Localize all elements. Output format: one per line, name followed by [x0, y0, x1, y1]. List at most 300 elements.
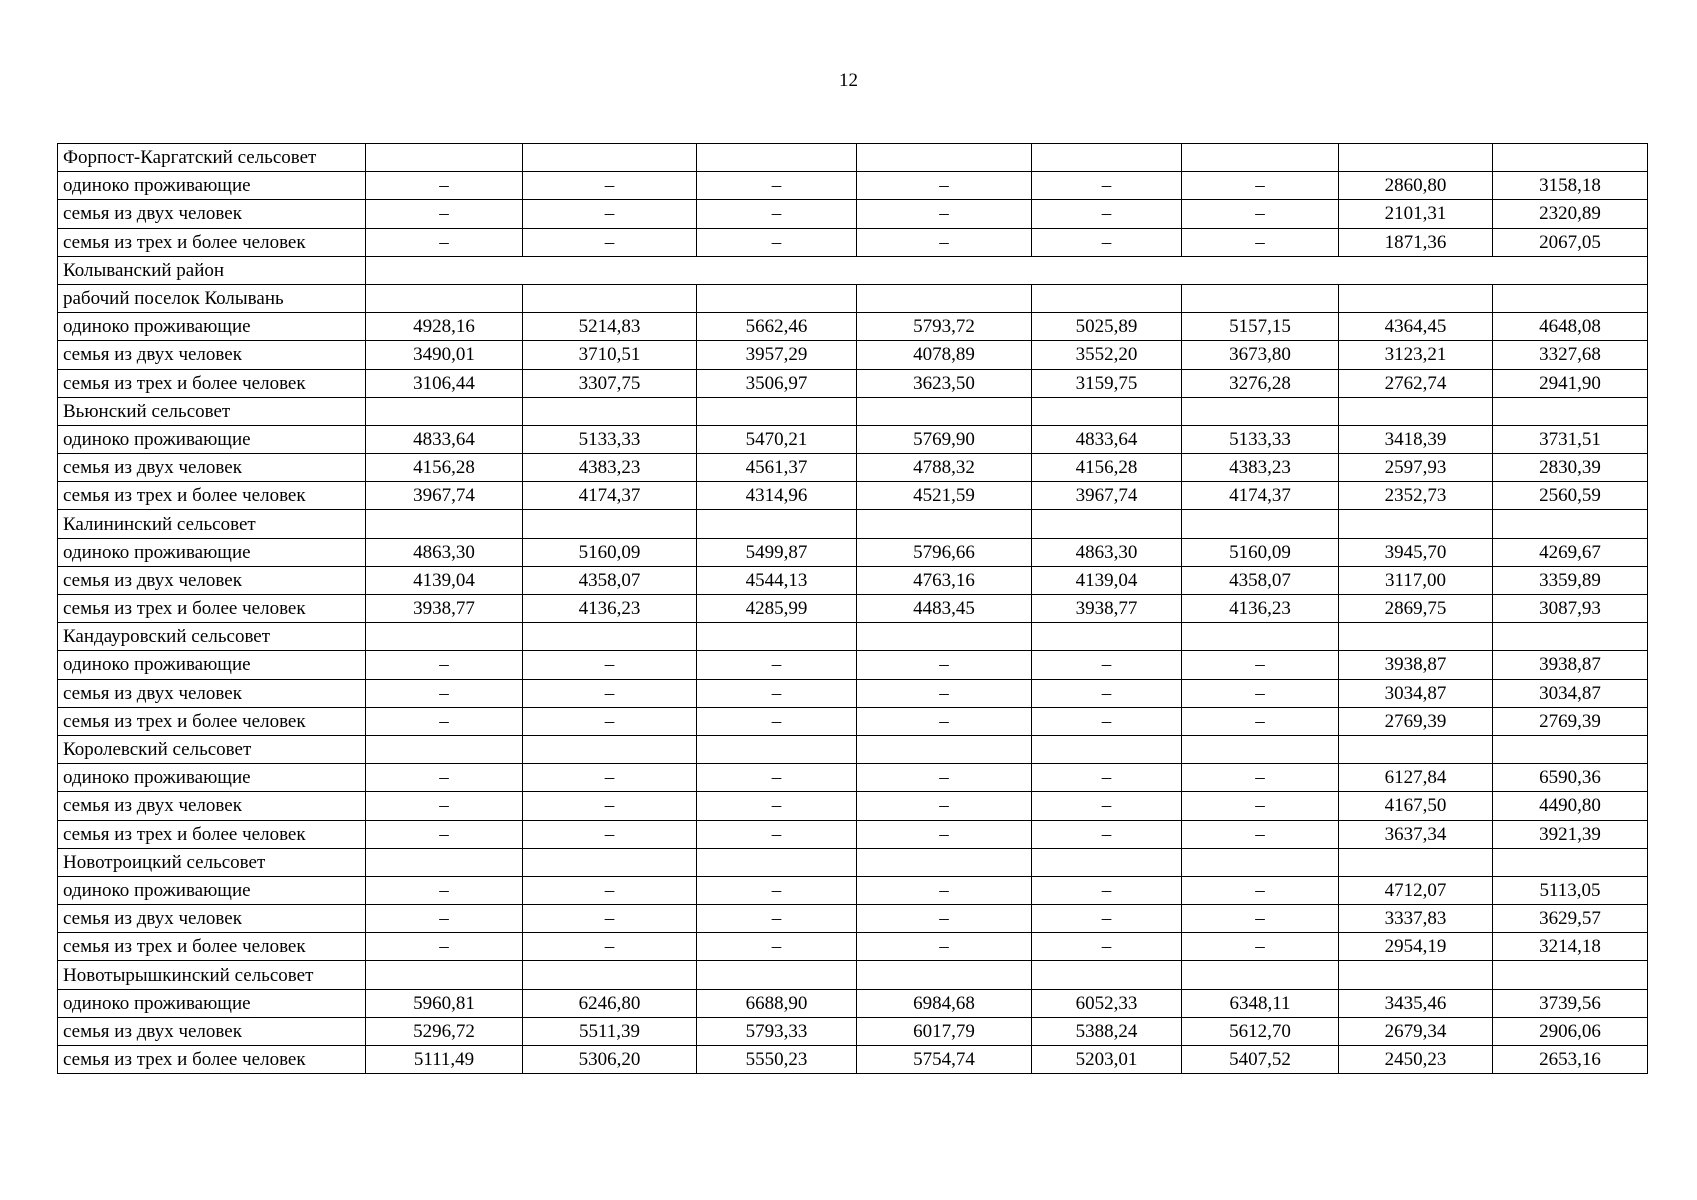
empty-cell	[857, 961, 1032, 989]
empty-cell	[1182, 848, 1339, 876]
table-row	[58, 651, 1648, 679]
empty-cell	[1032, 735, 1182, 763]
empty-cell	[1339, 397, 1493, 425]
table-row	[58, 341, 1648, 369]
value-cell: –	[366, 651, 523, 679]
value-cell: –	[857, 172, 1032, 200]
value-cell: –	[1182, 905, 1339, 933]
section-row	[58, 510, 1648, 538]
row-label: семья из трех и более человек	[58, 482, 366, 510]
value-cell: –	[1032, 933, 1182, 961]
value-cell: 3214,18	[1493, 933, 1648, 961]
value-cell: 4156,28	[1032, 454, 1182, 482]
value-cell: 4561,37	[697, 454, 857, 482]
table-row	[58, 764, 1648, 792]
value-cell: –	[697, 764, 857, 792]
row-label: одиноко проживающие	[58, 538, 366, 566]
section-label: Форпост-Каргатский сельсовет	[58, 144, 366, 172]
value-cell: 2101,31	[1339, 200, 1493, 228]
value-cell: –	[857, 792, 1032, 820]
value-cell: 4139,04	[366, 566, 523, 594]
value-cell: –	[1032, 792, 1182, 820]
value-cell: 3629,57	[1493, 905, 1648, 933]
value-cell: –	[857, 679, 1032, 707]
empty-cell	[1032, 510, 1182, 538]
value-cell: 2067,05	[1493, 228, 1648, 256]
value-cell: 4383,23	[523, 454, 697, 482]
value-cell: 5612,70	[1182, 1017, 1339, 1045]
value-cell: 5133,33	[1182, 425, 1339, 453]
value-cell: 5214,83	[523, 313, 697, 341]
empty-cell	[523, 735, 697, 763]
row-label: семья из двух человек	[58, 1017, 366, 1045]
value-cell: –	[1032, 876, 1182, 904]
value-cell: –	[697, 792, 857, 820]
empty-cell	[1493, 510, 1648, 538]
table-row	[58, 313, 1648, 341]
value-cell: 6984,68	[857, 989, 1032, 1017]
value-cell: –	[523, 651, 697, 679]
value-cell: 4521,59	[857, 482, 1032, 510]
value-cell: 3938,87	[1339, 651, 1493, 679]
value-cell: 3921,39	[1493, 820, 1648, 848]
table-row	[58, 679, 1648, 707]
value-cell: 3945,70	[1339, 538, 1493, 566]
value-cell: 3739,56	[1493, 989, 1648, 1017]
value-cell: 3637,34	[1339, 820, 1493, 848]
empty-cell	[1493, 961, 1648, 989]
value-cell: –	[1182, 876, 1339, 904]
value-cell: –	[1032, 764, 1182, 792]
empty-cell	[366, 510, 523, 538]
empty-cell	[366, 848, 523, 876]
value-cell: –	[366, 764, 523, 792]
value-cell: 3552,20	[1032, 341, 1182, 369]
value-cell: 5769,90	[857, 425, 1032, 453]
value-cell: –	[697, 707, 857, 735]
empty-cell	[857, 284, 1032, 312]
empty-cell	[1032, 623, 1182, 651]
value-cell: 5754,74	[857, 1046, 1032, 1074]
empty-cell	[1032, 397, 1182, 425]
value-cell: 6348,11	[1182, 989, 1339, 1017]
row-label: одиноко проживающие	[58, 172, 366, 200]
value-cell: 3938,77	[1032, 595, 1182, 623]
value-cell: 3938,87	[1493, 651, 1648, 679]
value-cell: 3307,75	[523, 369, 697, 397]
empty-cell	[857, 397, 1032, 425]
value-cell: –	[857, 905, 1032, 933]
value-cell: 3490,01	[366, 341, 523, 369]
table-row	[58, 876, 1648, 904]
value-cell: 3673,80	[1182, 341, 1339, 369]
row-label: семья из двух человек	[58, 905, 366, 933]
empty-cell	[1339, 623, 1493, 651]
table-row	[58, 1046, 1648, 1074]
value-cell: 4833,64	[366, 425, 523, 453]
value-cell: 5407,52	[1182, 1046, 1339, 1074]
value-cell: 3106,44	[366, 369, 523, 397]
value-cell: 4269,67	[1493, 538, 1648, 566]
table-row	[58, 566, 1648, 594]
row-label: одиноко проживающие	[58, 651, 366, 679]
section-row	[58, 397, 1648, 425]
table-row	[58, 820, 1648, 848]
value-cell: –	[1182, 764, 1339, 792]
empty-cell	[1493, 848, 1648, 876]
value-cell: 5133,33	[523, 425, 697, 453]
value-cell: 2769,39	[1339, 707, 1493, 735]
value-cell: 3327,68	[1493, 341, 1648, 369]
value-cell: 4364,45	[1339, 313, 1493, 341]
empty-cell	[697, 397, 857, 425]
value-cell: –	[366, 820, 523, 848]
value-cell: 4078,89	[857, 341, 1032, 369]
value-cell: 5470,21	[697, 425, 857, 453]
row-label: семья из трех и более человек	[58, 933, 366, 961]
empty-cell	[1182, 144, 1339, 172]
empty-cell	[1339, 735, 1493, 763]
value-cell: 5025,89	[1032, 313, 1182, 341]
value-cell: 6688,90	[697, 989, 857, 1017]
value-cell: –	[697, 200, 857, 228]
value-cell: –	[523, 933, 697, 961]
value-cell: 4174,37	[1182, 482, 1339, 510]
empty-cell	[366, 284, 523, 312]
empty-cell	[1182, 284, 1339, 312]
value-cell: 2906,06	[1493, 1017, 1648, 1045]
empty-cell	[1182, 397, 1339, 425]
page-number: 12	[839, 70, 858, 91]
table-row	[58, 595, 1648, 623]
row-label: семья из трех и более человек	[58, 595, 366, 623]
empty-cell	[1032, 284, 1182, 312]
row-label: одиноко проживающие	[58, 425, 366, 453]
empty-cell	[366, 961, 523, 989]
value-cell: 4863,30	[1032, 538, 1182, 566]
empty-cell	[523, 961, 697, 989]
value-cell: 4139,04	[1032, 566, 1182, 594]
value-cell: 2450,23	[1339, 1046, 1493, 1074]
empty-cell	[1493, 284, 1648, 312]
empty-cell	[366, 623, 523, 651]
value-cell: 5160,09	[1182, 538, 1339, 566]
value-cell: 2830,39	[1493, 454, 1648, 482]
value-cell: –	[1032, 679, 1182, 707]
value-cell: 4285,99	[697, 595, 857, 623]
empty-cell	[523, 510, 697, 538]
value-cell: –	[697, 228, 857, 256]
value-cell: –	[1032, 651, 1182, 679]
value-cell: –	[1032, 200, 1182, 228]
table-row	[58, 933, 1648, 961]
value-cell: –	[697, 820, 857, 848]
row-label: семья из трех и более человек	[58, 228, 366, 256]
empty-cell	[1032, 848, 1182, 876]
value-cell: 4763,16	[857, 566, 1032, 594]
section-label: Калининский сельсовет	[58, 510, 366, 538]
section-label: Кандауровский сельсовет	[58, 623, 366, 651]
row-label: одиноко проживающие	[58, 876, 366, 904]
empty-cell	[1182, 735, 1339, 763]
value-cell: –	[523, 172, 697, 200]
value-cell: 3359,89	[1493, 566, 1648, 594]
value-cell: 2352,73	[1339, 482, 1493, 510]
value-cell: –	[523, 707, 697, 735]
value-cell: –	[697, 876, 857, 904]
empty-cell	[366, 144, 523, 172]
row-label: семья из двух человек	[58, 566, 366, 594]
value-cell: –	[1182, 651, 1339, 679]
empty-cell	[857, 735, 1032, 763]
table-row	[58, 369, 1648, 397]
value-cell: 5662,46	[697, 313, 857, 341]
value-cell: 3418,39	[1339, 425, 1493, 453]
value-cell: 6246,80	[523, 989, 697, 1017]
section-row	[58, 961, 1648, 989]
section-row	[58, 284, 1648, 312]
value-cell: 2954,19	[1339, 933, 1493, 961]
value-cell: 5796,66	[857, 538, 1032, 566]
value-cell: –	[697, 933, 857, 961]
section-label: Королевский сельсовет	[58, 735, 366, 763]
value-cell: 5550,23	[697, 1046, 857, 1074]
value-cell: 4712,07	[1339, 876, 1493, 904]
value-cell: 3435,46	[1339, 989, 1493, 1017]
empty-cell	[697, 848, 857, 876]
value-cell: 4928,16	[366, 313, 523, 341]
row-label: семья из двух человек	[58, 679, 366, 707]
section-label: Новотырышкинский сельсовет	[58, 961, 366, 989]
value-cell: –	[1032, 172, 1182, 200]
value-cell: –	[857, 820, 1032, 848]
value-cell: 5793,33	[697, 1017, 857, 1045]
value-cell: 3158,18	[1493, 172, 1648, 200]
row-label: семья из двух человек	[58, 200, 366, 228]
value-cell: –	[523, 679, 697, 707]
row-label: одиноко проживающие	[58, 313, 366, 341]
table-row	[58, 538, 1648, 566]
value-cell: –	[857, 228, 1032, 256]
value-cell: 2679,34	[1339, 1017, 1493, 1045]
value-cell: 5306,20	[523, 1046, 697, 1074]
empty-cell	[1339, 961, 1493, 989]
value-cell: –	[523, 792, 697, 820]
value-cell: 6017,79	[857, 1017, 1032, 1045]
value-cell: –	[366, 876, 523, 904]
value-cell: –	[523, 905, 697, 933]
value-cell: 3967,74	[1032, 482, 1182, 510]
row-label: семья из двух человек	[58, 792, 366, 820]
table-row	[58, 707, 1648, 735]
empty-cell	[523, 144, 697, 172]
value-cell: 5157,15	[1182, 313, 1339, 341]
empty-cell	[1339, 144, 1493, 172]
value-cell: –	[857, 651, 1032, 679]
value-cell: –	[1182, 792, 1339, 820]
empty-cell	[697, 144, 857, 172]
value-cell: –	[1032, 707, 1182, 735]
empty-cell	[857, 848, 1032, 876]
empty-cell	[857, 144, 1032, 172]
value-cell: –	[366, 792, 523, 820]
empty-cell	[1339, 284, 1493, 312]
empty-merged-cell	[366, 256, 1648, 284]
value-cell: 3337,83	[1339, 905, 1493, 933]
empty-cell	[857, 510, 1032, 538]
value-cell: 4314,96	[697, 482, 857, 510]
value-cell: 5793,72	[857, 313, 1032, 341]
table-row	[58, 905, 1648, 933]
value-cell: 3957,29	[697, 341, 857, 369]
value-cell: 4833,64	[1032, 425, 1182, 453]
table-row	[58, 482, 1648, 510]
value-cell: 1871,36	[1339, 228, 1493, 256]
value-cell: 2860,80	[1339, 172, 1493, 200]
value-cell: –	[857, 764, 1032, 792]
value-cell: 4174,37	[523, 482, 697, 510]
empty-cell	[697, 510, 857, 538]
value-cell: 3159,75	[1032, 369, 1182, 397]
table-row	[58, 228, 1648, 256]
row-label: семья из трех и более человек	[58, 1046, 366, 1074]
empty-cell	[1493, 397, 1648, 425]
value-cell: 3710,51	[523, 341, 697, 369]
value-cell: –	[1182, 679, 1339, 707]
value-cell: 5511,39	[523, 1017, 697, 1045]
value-cell: –	[366, 679, 523, 707]
value-cell: –	[1032, 905, 1182, 933]
value-cell: –	[1182, 172, 1339, 200]
row-label: семья из трех и более человек	[58, 820, 366, 848]
value-cell: 4863,30	[366, 538, 523, 566]
value-cell: 2653,16	[1493, 1046, 1648, 1074]
table-row	[58, 425, 1648, 453]
row-label: семья из двух человек	[58, 341, 366, 369]
value-cell: 2597,93	[1339, 454, 1493, 482]
section-label: Новотроицкий сельсовет	[58, 848, 366, 876]
empty-cell	[1493, 735, 1648, 763]
table-body	[58, 144, 1648, 1074]
value-cell: 5296,72	[366, 1017, 523, 1045]
table-row	[58, 792, 1648, 820]
value-cell: –	[857, 933, 1032, 961]
table-row	[58, 1017, 1648, 1045]
value-cell: –	[523, 764, 697, 792]
empty-cell	[697, 623, 857, 651]
table-row	[58, 989, 1648, 1017]
value-cell: 4156,28	[366, 454, 523, 482]
value-cell: 3731,51	[1493, 425, 1648, 453]
value-cell: –	[1182, 200, 1339, 228]
value-cell: 3276,28	[1182, 369, 1339, 397]
value-cell: –	[523, 200, 697, 228]
empty-cell	[1182, 623, 1339, 651]
empty-cell	[523, 848, 697, 876]
value-cell: –	[857, 707, 1032, 735]
empty-cell	[857, 623, 1032, 651]
value-cell: 3034,87	[1493, 679, 1648, 707]
value-cell: 5160,09	[523, 538, 697, 566]
empty-cell	[697, 961, 857, 989]
value-cell: 2769,39	[1493, 707, 1648, 735]
value-cell: 4544,13	[697, 566, 857, 594]
value-cell: –	[523, 820, 697, 848]
value-cell: 5113,05	[1493, 876, 1648, 904]
value-cell: 3117,00	[1339, 566, 1493, 594]
value-cell: 4136,23	[1182, 595, 1339, 623]
value-cell: 5960,81	[366, 989, 523, 1017]
empty-cell	[1339, 848, 1493, 876]
table-row	[58, 200, 1648, 228]
value-cell: 3087,93	[1493, 595, 1648, 623]
empty-cell	[1182, 510, 1339, 538]
value-cell: 4490,80	[1493, 792, 1648, 820]
value-cell: 4788,32	[857, 454, 1032, 482]
table-row	[58, 172, 1648, 200]
section-row	[58, 144, 1648, 172]
value-cell: 5203,01	[1032, 1046, 1182, 1074]
value-cell: 3967,74	[366, 482, 523, 510]
value-cell: –	[697, 905, 857, 933]
value-cell: 4136,23	[523, 595, 697, 623]
section-row	[58, 623, 1648, 651]
value-cell: 2762,74	[1339, 369, 1493, 397]
value-cell: –	[697, 172, 857, 200]
value-cell: 6052,33	[1032, 989, 1182, 1017]
section-label: рабочий поселок Колывань	[58, 284, 366, 312]
value-cell: 3938,77	[366, 595, 523, 623]
value-cell: –	[366, 933, 523, 961]
value-cell: 3123,21	[1339, 341, 1493, 369]
section-label: Колыванский район	[58, 256, 366, 284]
section-row	[58, 735, 1648, 763]
empty-cell	[1493, 623, 1648, 651]
section-row	[58, 848, 1648, 876]
value-cell: 3623,50	[857, 369, 1032, 397]
value-cell: 6127,84	[1339, 764, 1493, 792]
empty-cell	[1493, 144, 1648, 172]
value-cell: 5499,87	[697, 538, 857, 566]
value-cell: –	[1032, 820, 1182, 848]
value-cell: 4648,08	[1493, 313, 1648, 341]
value-cell: –	[1032, 228, 1182, 256]
value-cell: 6590,36	[1493, 764, 1648, 792]
value-cell: –	[697, 679, 857, 707]
empty-cell	[366, 397, 523, 425]
value-cell: –	[1182, 707, 1339, 735]
value-cell: 3034,87	[1339, 679, 1493, 707]
value-cell: 4167,50	[1339, 792, 1493, 820]
empty-cell	[1339, 510, 1493, 538]
value-cell: –	[366, 172, 523, 200]
tariff-table	[57, 143, 1648, 1074]
value-cell: 2560,59	[1493, 482, 1648, 510]
row-label: семья из двух человек	[58, 454, 366, 482]
value-cell: 2869,75	[1339, 595, 1493, 623]
empty-cell	[523, 284, 697, 312]
value-cell: 4383,23	[1182, 454, 1339, 482]
value-cell: –	[697, 651, 857, 679]
value-cell: –	[1182, 933, 1339, 961]
value-cell: –	[523, 228, 697, 256]
empty-cell	[1032, 144, 1182, 172]
empty-cell	[523, 397, 697, 425]
value-cell: 5111,49	[366, 1046, 523, 1074]
value-cell: –	[1182, 820, 1339, 848]
value-cell: 3506,97	[697, 369, 857, 397]
empty-cell	[366, 735, 523, 763]
